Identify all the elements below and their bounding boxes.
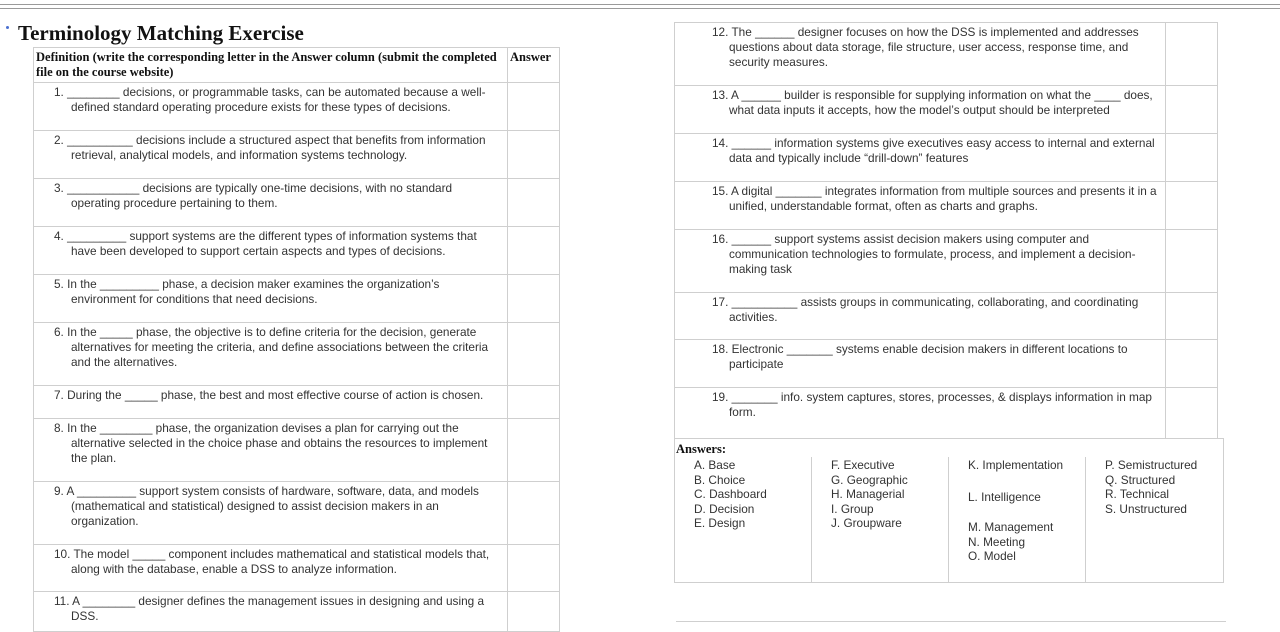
answer-option: R. Technical [1105,487,1170,502]
answer-column-4 [1085,457,1223,582]
answer-option: A. Base [694,458,736,472]
answer-option: C. Dashboard [694,487,767,502]
answer-option: D. Decision [694,501,755,516]
answer-option: I. Group [831,501,874,516]
definition-cell: 11. A ________ designer defines the management issues in designing and using a DSS. [34,592,508,632]
right-definitions-table [674,22,1218,439]
top-rule-2 [0,8,1280,9]
definition-cell: 12. The ______ designer focuses on how the DSS is implemented and addresses questions about data storage, file structure, user access, response time, and security measures. [675,23,1166,86]
answer-option: P. Semistructured [1105,458,1198,472]
definition-cell: 15. A digital _______ integrates information from multiple sources and presents it in a unified, understandable format, often as charts and graphs. [675,182,1166,230]
definition-cell: 7. During the _____ phase, the best and most effective course of action is chosen. [34,386,508,419]
definition-cell: 13. A ______ builder is responsible for supplying information on what the ____ does, what data inputs it accepts, how the model’s output should be interpreted [675,86,1166,134]
answer-cell[interactable] [1166,86,1218,134]
answer-cell[interactable] [1166,293,1218,340]
answer-option: F. Executive [831,458,895,472]
table-row [675,340,1218,388]
table-row [34,545,560,592]
answer-cell[interactable] [1166,388,1218,439]
table-row [34,386,560,419]
table-header-row [34,48,560,83]
answer-cell[interactable] [1166,230,1218,293]
definition-cell: 5. In the _________ phase, a decision maker examines the organization’s environment for conditions that need decisions. [34,275,508,323]
answer-cell[interactable] [508,323,560,386]
table-row [34,131,560,179]
definition-cell: 6. In the _____ phase, the objective is to define criteria for the decision, generate alternatives for meeting the criteria, and define associations between the criteria and the alternatives. [34,323,508,386]
table-row [675,388,1218,439]
answer-cell[interactable] [508,131,560,179]
answer-option: J. Groupware [831,516,902,531]
answer-cell[interactable] [508,179,560,227]
answer-option: L. Intelligence [968,489,1041,504]
definition-cell: 4. _________ support systems are the different types of information systems that have been developed to support certain aspects and types of decisions. [34,227,508,275]
definition-header: Definition (write the corresponding letter in the Answer column (submit the completed file on the course website) [34,48,508,83]
answer-option: Q. Structured [1105,472,1176,487]
answer-cell[interactable] [508,592,560,632]
bullet-icon [6,26,9,29]
definition-cell: 18. Electronic _______ systems enable decision makers in different locations to participate [675,340,1166,388]
answer-option: E. Design [694,516,746,531]
answer-option: M. Management [968,520,1054,535]
answers-title: Answers: [676,442,726,456]
answer-cell[interactable] [508,419,560,482]
answer-column-1 [675,457,811,582]
answer-cell[interactable] [1166,340,1218,388]
top-rule-1 [0,4,1280,5]
answer-column-3 [948,457,1085,582]
definition-cell: 19. _______ info. system captures, stores, processes, & displays information in map form. [675,388,1166,439]
answer-cell[interactable] [1166,23,1218,86]
table-row [675,86,1218,134]
answer-cell[interactable] [508,482,560,545]
table-row [675,182,1218,230]
answer-option: S. Unstructured [1105,501,1187,516]
definition-cell: 10. The model _____ component includes mathematical and statistical models that, along with the database, enable a DSS to analyze information. [34,545,508,592]
table-row [34,275,560,323]
answer-cell[interactable] [508,545,560,592]
bottom-rule [676,621,1226,622]
answer-column-2 [811,457,948,582]
table-row [34,592,560,632]
answer-cell[interactable] [508,83,560,131]
definition-cell: 2. __________ decisions include a structured aspect that benefits from information retrieval, analytical models, and information systems technology. [34,131,508,179]
answer-cell[interactable] [508,227,560,275]
table-row [34,179,560,227]
answer-option: K. Implementation [968,458,1064,472]
table-row [675,293,1218,340]
answer-option: H. Managerial [831,487,905,502]
definition-cell: 3. ___________ decisions are typically one-time decisions, with no standard operating procedure pertaining to them. [34,179,508,227]
page-title: Terminology Matching Exercise [18,21,304,45]
table-row [34,83,560,131]
definition-cell: 9. A _________ support system consists of hardware, software, data, and models (mathematical and statistical) designed to assist decision makers in an organization. [34,482,508,545]
table-row [675,23,1218,86]
answer-header: Answer [508,48,560,83]
table-row [34,419,560,482]
answer-cell[interactable] [1166,182,1218,230]
definition-cell: 8. In the ________ phase, the organization devises a plan for carrying out the alternative selected in the choice phase and obtains the resources to implement the plan. [34,419,508,482]
table-row [675,230,1218,293]
answer-option: O. Model [968,549,1016,564]
table-row [34,482,560,545]
definition-cell: 17. __________ assists groups in communicating, collaborating, and coordinating activities. [675,293,1166,340]
definition-cell: 1. ________ decisions, or programmable tasks, can be automated because a well-defined standard operating procedure exists for these types of decisions. [34,83,508,131]
answer-option: N. Meeting [968,534,1026,549]
answer-cell[interactable] [1166,134,1218,182]
table-row [34,323,560,386]
answer-option: B. Choice [694,472,746,487]
answer-cell[interactable] [508,275,560,323]
answer-cell[interactable] [508,386,560,419]
table-row [34,227,560,275]
definition-cell: 14. ______ information systems give executives easy access to internal and external data and typically include “drill-down” features [675,134,1166,182]
table-row [675,134,1218,182]
answer-option: G. Geographic [831,472,908,487]
left-definitions-table [33,47,560,632]
definition-cell: 16. ______ support systems assist decision makers using computer and communication technologies to formulate, process, and implement a decision-making task [675,230,1166,293]
answers-box [674,438,1224,583]
